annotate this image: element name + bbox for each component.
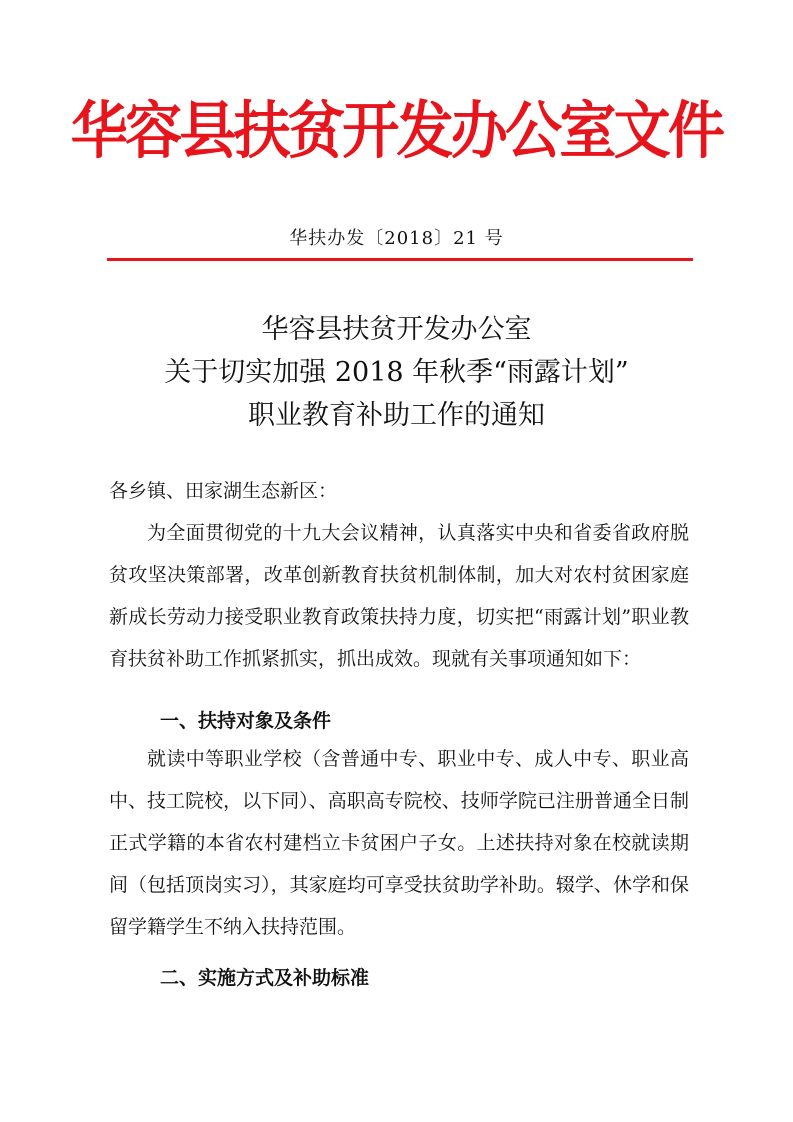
paragraph-intro: 为全面贯彻党的十九大会议精神，认真落实中央和省委省政府脱贫攻坚决策部署，改革创新教育扶贫机制体制，加大对农村贫困家庭新成长劳动力接受职业教育政策扶持力度，切实把“雨露计划”职业教育扶贫补助工作抓紧抓实，抓出成效。现就有关事项通知如下： [109, 522, 689, 670]
notice-title-line-1: 华容县扶贫开发办公室 [261, 314, 532, 345]
paragraph-eligibility: 就读中等职业学校（含普通中专、职业中专、成人中专、职业高中、技工院校，以下同）、高职高专院校、技师学院已注册普通全日制正式学籍的本省农村建档立卡贫困户子女。上述扶持对象在校就读期间（包括顶岗实习），其家庭均可享受扶贫助学补助。辍学、休学和保留学籍学生不纳入扶持范围。 [109, 748, 689, 938]
section-heading-1: 一、扶持对象及条件 [160, 710, 332, 732]
notice-title-line-3: 职业教育补助工作的通知 [248, 400, 545, 431]
notice-title-line-2: 关于切实加强 2018 年秋季“雨露计划” [164, 357, 629, 388]
section-heading-2: 二、实施方式及补助标准 [160, 967, 370, 989]
salutation: 各乡镇、田家湖生态新区： [109, 480, 338, 502]
red-divider-line [107, 258, 693, 261]
notice-title [0, 308, 793, 437]
document-number: 华扶办发〔2018〕21 号 [289, 228, 504, 249]
document-header-title: 华容县扶贫开发办公室文件 [70, 94, 723, 167]
